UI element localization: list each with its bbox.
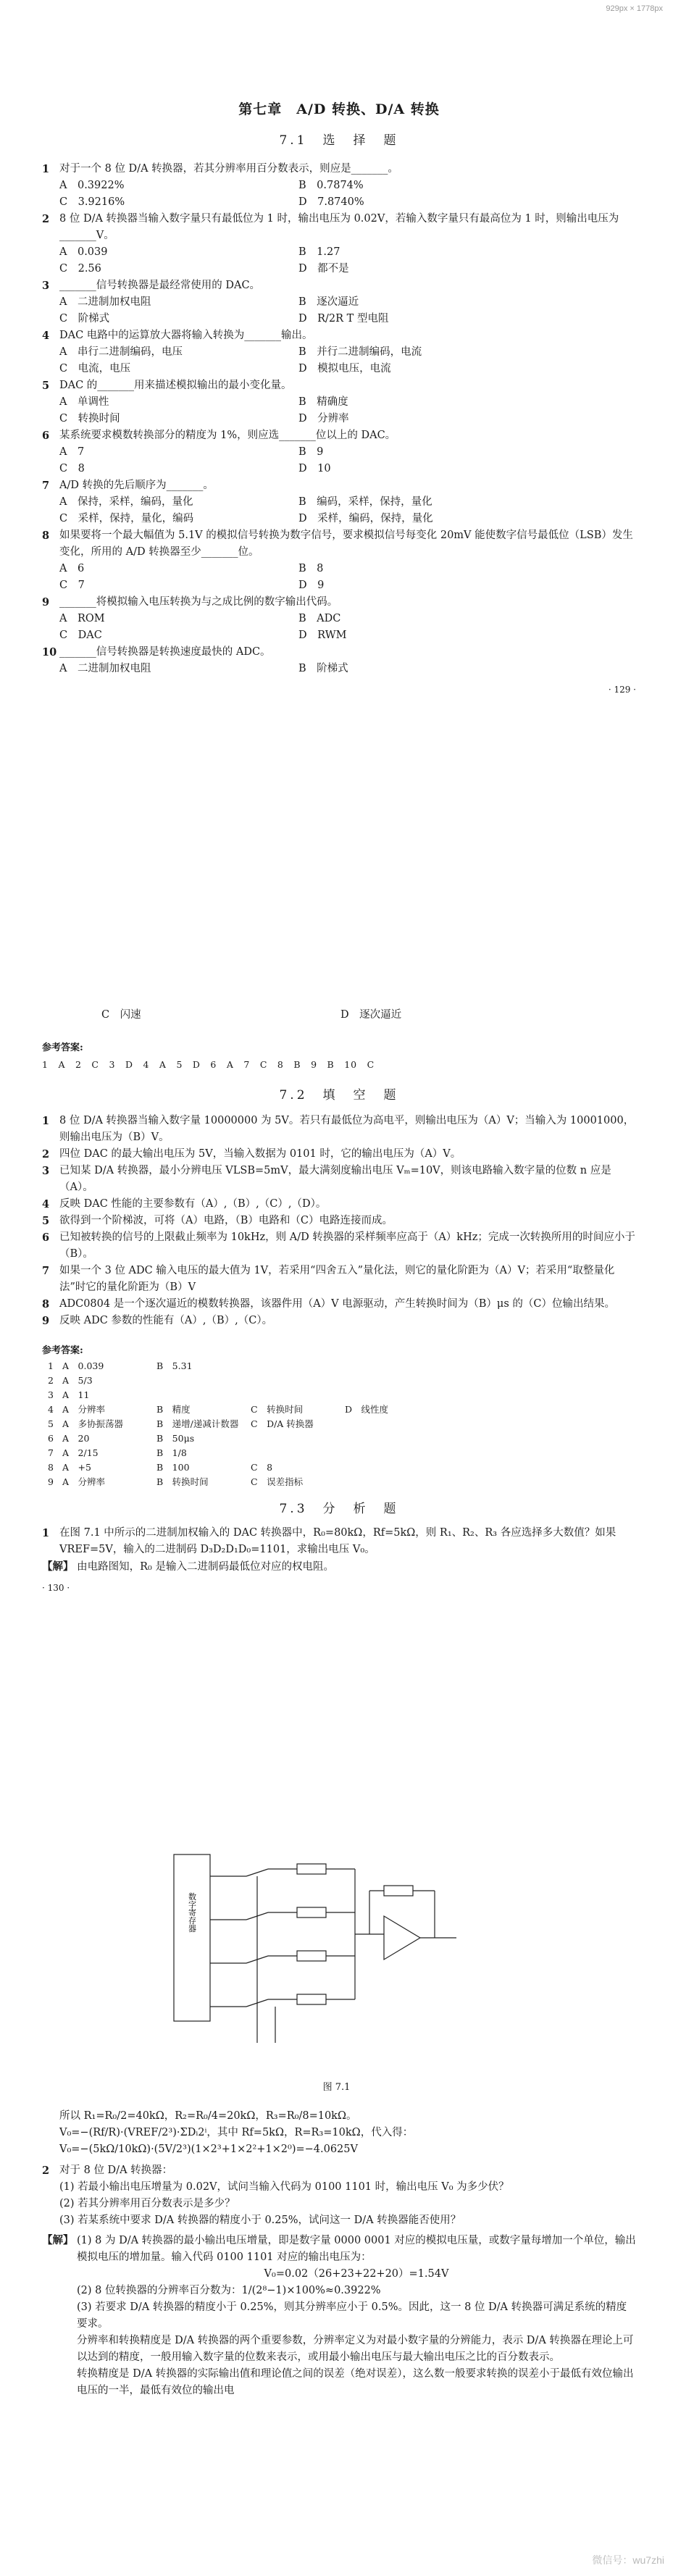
option: C 3.9216% (59, 196, 125, 208)
question-text: 已知被转换的信号的上限截止频率为 10kHz，则 A/D 转换器的采样频率应高于（A）kHz；完成一次转换所用的时间应小于（B）。 (59, 1231, 635, 1260)
answer-cell (345, 1460, 439, 1475)
image-dimensions-label: 929px × 1778px (606, 4, 663, 13)
option: A 6 (59, 563, 85, 574)
question (42, 594, 636, 611)
answer-cell (345, 1417, 439, 1431)
answer-cell (156, 1388, 251, 1402)
answer-cell: D 线性度 (345, 1404, 389, 1415)
question-number: 1 (42, 163, 50, 175)
option: B 并行二进制编码，电流 (298, 346, 422, 358)
answer-cell: B 50μs (156, 1433, 195, 1444)
question-number: 5 (42, 1215, 50, 1227)
answer-cell (251, 1373, 345, 1388)
question-number: 2 (42, 1148, 50, 1161)
answer-cell: A 0.039 (62, 1360, 104, 1371)
option: A 保持，采样，编码，量化 (59, 496, 193, 508)
answer-cell: A 分辨率 (62, 1404, 106, 1415)
answer-cell (345, 1359, 439, 1373)
answer-cell: 5 (48, 1418, 54, 1429)
question (42, 211, 636, 244)
solution-2: 【解】 (1) 8 为 D/A 转换器的最小输出电压增量，即是数字量 0000 0001 对应的模拟电压量，或数字量每增加一个单位，输出模拟电压的增加量。输入代码 0100 1101 对应的输出电压为： V₀=0.02（26+23+22+20）=1.54V (2) 8 位转换器的分辨率百分数为：1/(2⁸−1)×100%≈0.3922% (3) 若要求 D/A 转换器的精度小于 0.25%，则其分辨率应小于 0.5%。因此，这一 8 位 D/A 转换器可满足系统的精度要求。 分辨率和转换精度是 D/A 转换器的两个重要参数，分辨率定义为对最小数字量的分辨能力，表示 D/A 转换器在理论上可以达到的精度，一般用输入数字量的位数来表示，或用最小输出电压与最大输出电压之比的百分数表示。 转换精度是 D/A 转换器的实际输出值和理论值之间的误差（绝对误差），这么数一般要求转换的误差小于最低有效位输出电压的一半，最低有效位的输出电 (42, 2232, 636, 2399)
option: B 编码，采样，保持，量化 (298, 496, 432, 508)
answer-cell: B 转换时间 (156, 1476, 209, 1487)
question (42, 527, 636, 561)
option: C 电流，电压 (59, 363, 131, 375)
option: D 采样，编码，保持，量化 (298, 513, 433, 524)
option: D 分辨率 (298, 413, 349, 425)
question-text: ADC0804 是一个逐次逼近的模数转换器，该器件用（A）V 电源驱动，产生转换时间为（B）μs 的（C）位输出结果。 (59, 1298, 615, 1310)
dac-circuit-diagram (159, 1840, 464, 2057)
question (42, 1313, 636, 1329)
answer-cell: C D/A 转换器 (251, 1418, 314, 1429)
answer-cell: 1 (48, 1360, 54, 1371)
analysis-question-1: 1 在图 7.1 中所示的二进制加权输入的 DAC 转换器中，R₀=80kΩ，Rf=5kΩ，则 R₁、R₂、R₃ 各应选择多大数值？如果 VREF=5V，输入的二进制码 D₃D₂D₁D₀=1101，求输出电压 V₀。 (42, 1527, 616, 1555)
question-number: 10 (42, 646, 57, 658)
answer-row (42, 1431, 636, 1446)
question-number: 9 (42, 596, 50, 609)
question (42, 477, 636, 494)
section-7-1-title: 7.1 选 择 题 (279, 133, 399, 148)
question-text: 反映 ADC 参数的性能有（A）,（B）,（C）。 (59, 1315, 273, 1326)
answer-row (42, 1475, 636, 1489)
option: C 采样，保持，量化，编码 (59, 513, 194, 524)
option: B 9 (298, 446, 324, 458)
question (42, 277, 636, 294)
solution-line: 转换精度是 D/A 转换器的实际输出值和理论值之间的误差（绝对误差），这么数一般要求转换的误差小于最低有效位输出电压的一半，最低有效位的输出电 (77, 2368, 634, 2396)
answer-cell (345, 1446, 439, 1460)
option: B 0.7874% (298, 180, 364, 191)
options (42, 494, 636, 527)
question (42, 1146, 636, 1163)
answer-cell (251, 1446, 345, 1460)
question-number: 6 (42, 430, 50, 442)
option: C 转换时间 (59, 413, 120, 425)
option: D RWM (298, 630, 347, 641)
option: B 逐次逼近 (298, 296, 359, 308)
calc-line: V₀=−(5kΩ/10kΩ)·(5V/2³)(1×2³+1×2²+1×2⁰)=−4.0625V (59, 2144, 358, 2155)
option: D 模拟电压，电流 (298, 363, 391, 375)
subpart: (1) 若最小输出电压增量为 0.02V，试问当输入代码为 0100 1101 时，输出电压 V₀ 为多少伏？ (59, 2181, 509, 2193)
answer-row (42, 1417, 636, 1431)
calc-line: V₀=−(Rf/R)·(VREF/2³)·ΣDᵢ2ⁱ，其中 Rf=5kΩ，R=R₃=10kΩ，代入得： (59, 2127, 414, 2138)
answer-cell (345, 1475, 439, 1489)
answer-cell (251, 1431, 345, 1446)
options (42, 244, 636, 277)
question-number: 8 (42, 1298, 50, 1310)
answer-cell: A +5 (62, 1462, 91, 1473)
option: D 都不是 (298, 263, 349, 275)
answer-key-heading: 参考答案: (42, 1042, 83, 1053)
question (42, 1113, 636, 1146)
subpart: (2) 若其分辨率用百分数表示是多少？ (59, 2198, 235, 2209)
question-number: 1 (42, 1115, 50, 1127)
options (42, 661, 636, 677)
answer-cell: B 100 (156, 1462, 190, 1473)
question (42, 1213, 636, 1229)
answer-row (42, 1446, 636, 1460)
option: D 7.8740% (298, 196, 364, 208)
answer-row (42, 1373, 636, 1388)
answer-cell: A 多协振荡器 (62, 1418, 124, 1429)
options (42, 294, 636, 327)
option: C 2.56 (59, 263, 101, 275)
figure-caption: 图 7.1 (322, 2082, 351, 2093)
question-text: 四位 DAC 的最大输出电压为 5V，当输入数据为 0101 时，它的输出电压为（A）V。 (59, 1148, 461, 1160)
answer-cell (251, 1388, 345, 1402)
digital-register-box (174, 1854, 210, 2021)
option: A ROM (59, 613, 105, 624)
question-text: 8 位 D/A 转换器当输入数字量只有最低位为 1 时，输出电压为 0.02V，若输入数字量只有最高位为 1 时，则输出电压为_______V。 (59, 213, 619, 241)
question-text: 已知某 D/A 转换器，最小分辨电压 VLSB=5mV，最大满刻度输出电压 Vₘ=10V，则该电路输入数字量的位数 n 应是（A）。 (59, 1165, 611, 1193)
question-text: DAC 的_______用来描述模拟输出的最小变化量。 (59, 380, 292, 391)
section-7-2-title: 7.2 填 空 题 (279, 1088, 399, 1103)
answer-row (42, 1359, 636, 1373)
question-text: DAC 电路中的运算放大器将输入转换为_______输出。 (59, 330, 313, 341)
page-129 (42, 101, 636, 698)
answer-cell: 6 (48, 1433, 54, 1444)
page-number-130: · 130 · (42, 1583, 70, 1593)
answer-key-heading: 参考答案: (42, 1345, 83, 1356)
question-text: _______信号转换器是转换速度最快的 ADC。 (59, 646, 271, 658)
question-text: 反映 DAC 性能的主要参数有（A）,（B）,（C）,（D）。 (59, 1198, 327, 1210)
option: A 0.039 (59, 246, 108, 258)
option: C 闪速 (101, 1009, 141, 1021)
option: A 串行二进制编码，电压 (59, 346, 183, 358)
option: A 二进制加权电阻 (59, 296, 151, 308)
solution-line: (2) 8 位转换器的分辨率百分数为：1/(2⁸−1)×100%≈0.3922% (77, 2285, 381, 2296)
option: C 阶梯式 (59, 313, 110, 325)
answer-cell: A 分辨率 (62, 1476, 106, 1487)
answer-cell: A 20 (62, 1433, 90, 1444)
question-text: 对于一个 8 位 D/A 转换器，若其分辨率用百分数表示，则应是_______。 (59, 163, 398, 175)
answer-cell: 8 (48, 1462, 54, 1473)
solution-line: 分辨率和转换精度是 D/A 转换器的两个重要参数，分辨率定义为对最小数字量的分辨能力，表示 D/A 转换器在理论上可以达到的精度，一般用输入数字量的位数来表示，或用最小输出电压与最大输出电压之比的百分数表示。 (77, 2335, 634, 2363)
answer-cell: A 11 (62, 1389, 90, 1400)
calc-line: 所以 R₁=R₀/2=40kΩ，R₂=R₀/4=20kΩ，R₃=R₀/8=10kΩ。 (59, 2110, 357, 2122)
answer-row (42, 1388, 636, 1402)
question (42, 377, 636, 394)
answer-cell: B 精度 (156, 1404, 191, 1415)
option: D 10 (298, 463, 331, 474)
question-number: 5 (42, 380, 50, 392)
answer-cell: C 转换时间 (251, 1404, 304, 1415)
solution-line: V₀=0.02（26+23+22+20）=1.54V (264, 2268, 449, 2280)
register-label: 数字寄存器 (187, 1892, 197, 1933)
question-text: 8 位 D/A 转换器当输入数字量 10000000 为 5V。若只有最低位为高电平，则输出电压为（A）V；当输入为 10001000，则输出电压为（B）V。 (59, 1115, 635, 1143)
option: B 8 (298, 563, 324, 574)
answer-cell (345, 1373, 439, 1388)
q10-continued-options (42, 1007, 636, 1024)
question-number: 9 (42, 1315, 50, 1327)
option: A 单调性 (59, 396, 109, 408)
answer-row (42, 1402, 636, 1417)
question (42, 644, 636, 661)
answer-cell: 9 (48, 1476, 54, 1487)
option: B 阶梯式 (298, 663, 348, 674)
question-number: 3 (42, 1165, 50, 1177)
answer-cell: 4 (48, 1404, 54, 1415)
options (42, 444, 636, 477)
option: B 精确度 (298, 396, 348, 408)
answer-cell (251, 1359, 345, 1373)
question (42, 1296, 636, 1313)
question-number: 3 (42, 280, 50, 292)
solution-1: 【解】 由电路图知，R₀ 是输入二进制码最低位对应的权电阻。 (42, 1560, 334, 1573)
answer-cell: 3 (48, 1389, 54, 1400)
answer-cell (345, 1388, 439, 1402)
question-number: 7 (42, 480, 50, 492)
answer-cell: A 5/3 (62, 1375, 93, 1386)
options (42, 177, 636, 211)
answer-cell: 7 (48, 1447, 54, 1458)
answer-cell (156, 1373, 251, 1388)
question-number: 8 (42, 530, 50, 542)
answer-cell: 2 (48, 1375, 54, 1386)
options (42, 344, 636, 377)
answer-cell (345, 1431, 439, 1446)
watermark: 微信号：wu7zhi (592, 2554, 664, 2566)
question (42, 1196, 636, 1213)
answer-cell: A 2/15 (62, 1447, 99, 1458)
choice-questions (42, 161, 636, 677)
answer-key-7-2 (42, 1359, 636, 1489)
question (42, 161, 636, 177)
question (42, 1229, 636, 1263)
option: A 7 (59, 446, 85, 458)
page-130-solutions (42, 2108, 636, 2399)
question-text: 如果要将一个最大幅值为 5.1V 的模拟信号转换为数字信号，要求模拟信号每变化 20mV 能使数字信号最低位（LSB）发生变化，所用的 A/D 转换器至少_______位。 (59, 530, 633, 558)
option: C 7 (59, 580, 85, 591)
option: C 8 (59, 463, 85, 474)
question (42, 1163, 636, 1196)
page-number-129: · 129 · (608, 685, 636, 695)
answer-cell: C 误差指标 (251, 1476, 304, 1487)
option: D 逐次逼近 (340, 1009, 402, 1021)
answer-cell: C 8 (251, 1462, 273, 1473)
option: D 9 (298, 580, 325, 591)
subpart: (3) 若某系统中要求 D/A 转换器的精度小于 0.25%，试问这一 D/A 转换器能否使用？ (59, 2215, 461, 2226)
question-text: 某系统要求模数转换部分的精度为 1%，则应选_______位以上的 DAC。 (59, 430, 396, 441)
question-text: A/D 转换的先后顺序为_______。 (59, 480, 214, 491)
question-number: 7 (42, 1265, 50, 1277)
answer-row (42, 1460, 636, 1475)
option: D R/2R T 型电阻 (298, 313, 389, 325)
solution-line: (1) 8 为 D/A 转换器的最小输出电压增量，即是数字量 0000 0001 对应的模拟电压量，或数字量每增加一个单位，输出模拟电压的增加量。输入代码 0100 1101 对应的输出电压为： (77, 2235, 636, 2263)
fill-blank-questions (42, 1113, 636, 1329)
option: B 1.27 (298, 246, 340, 258)
question-number: 6 (42, 1231, 50, 1244)
option: A 二进制加权电阻 (59, 663, 151, 674)
question-number: 2 (42, 213, 50, 225)
question (42, 427, 636, 444)
answer-key-7-1: 1 A 2 C 3 D 4 A 5 D 6 A 7 C 8 B 9 B 10 C (42, 1059, 375, 1070)
page-130 (42, 1007, 636, 1597)
question-number: 4 (42, 330, 50, 342)
question (42, 1263, 636, 1296)
question-text: _______将模拟输入电压转换为与之成比例的数字输出代码。 (59, 596, 338, 608)
section-7-3-title: 7.3 分 析 题 (279, 1502, 399, 1516)
question (42, 327, 636, 344)
question-text: 欲得到一个阶梯波，可将（A）电路，（B）电路和（C）电路连接而成。 (59, 1215, 393, 1226)
option: C DAC (59, 630, 102, 641)
analysis-question-2: 2 对于 8 位 D/A 转换器： (42, 2165, 173, 2177)
question-number: 4 (42, 1198, 50, 1210)
option: A 0.3922% (59, 180, 125, 191)
answer-cell: B 1/8 (156, 1447, 187, 1458)
option: B ADC (298, 613, 341, 624)
options (42, 394, 636, 427)
answer-cell: B 5.31 (156, 1360, 193, 1371)
chapter-title: 第七章 A/D 转换、D/A 转换 (238, 101, 440, 117)
question-2-subparts (42, 2179, 636, 2229)
answer-cell: B 递增/递减计数器 (156, 1418, 239, 1429)
solution-line: (3) 若要求 D/A 转换器的精度小于 0.25%，则其分辨率应小于 0.5%。因此，这一 8 位 D/A 转换器可满足系统的精度要求。 (77, 2301, 627, 2330)
question-text: 如果一个 3 位 ADC 输入电压的最大值为 1V，若采用“四舍五入”量化法，则它的量化阶距为（A）V；若采用“取整量化法”时它的量化阶距为（B）V (59, 1265, 615, 1293)
options (42, 561, 636, 594)
options (42, 611, 636, 644)
question-text: _______信号转换器是最经常使用的 DAC。 (59, 280, 261, 291)
